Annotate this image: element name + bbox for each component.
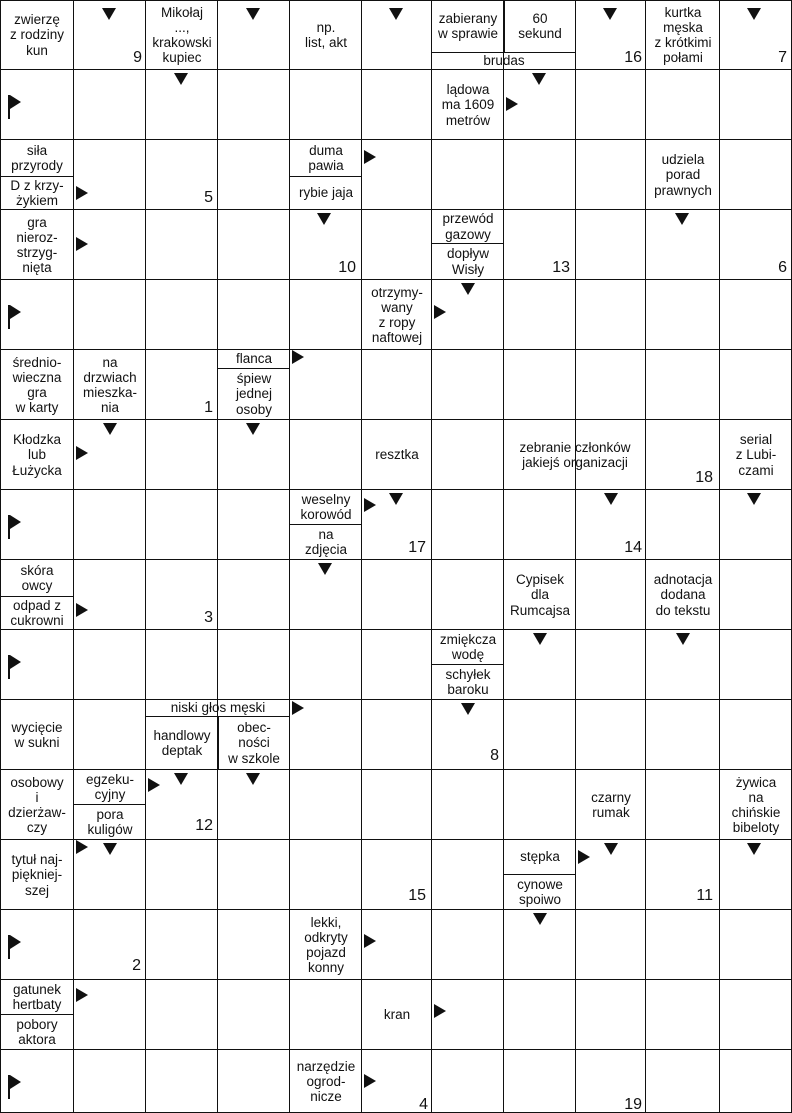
clue-c5: 60 sekund	[518, 10, 562, 41]
grid-cell[interactable]	[218, 140, 290, 210]
arrow-right-icon	[76, 237, 88, 251]
arrow-right-icon	[434, 305, 446, 319]
clue-divider	[0, 176, 74, 177]
arrow-right-icon	[76, 840, 88, 854]
grid-cell[interactable]	[290, 770, 362, 840]
arrow-down-icon	[103, 843, 117, 855]
clue-c3: np. list, akt	[304, 19, 347, 50]
grid-cell[interactable]	[576, 980, 646, 1050]
grid-cell[interactable]	[720, 630, 792, 700]
grid-cell[interactable]	[720, 700, 792, 770]
grid-cell[interactable]	[362, 700, 432, 770]
arrow-right-icon	[292, 350, 304, 364]
clue-c7: kurtka męska z krótkimi połami	[654, 4, 712, 66]
grid-cell[interactable]	[74, 630, 146, 700]
clue-divider	[432, 52, 576, 53]
grid-cell[interactable]	[362, 210, 432, 280]
grid-cell[interactable]	[646, 490, 720, 560]
clue-c13: udziela porad prawnych	[654, 152, 712, 198]
grid-cell[interactable]	[218, 490, 290, 560]
cell-number: 7	[778, 49, 787, 66]
clue-c6: brudas	[483, 53, 525, 69]
grid-cell[interactable]	[218, 560, 290, 630]
arrow-down-icon	[747, 843, 761, 855]
grid-cell[interactable]	[432, 350, 504, 420]
clue-c20: flanca	[235, 351, 273, 367]
grid-cell[interactable]	[74, 70, 146, 140]
arrow-right-icon	[364, 498, 376, 512]
clue-c44: stępka	[520, 849, 560, 865]
grid-cell[interactable]	[432, 910, 504, 980]
arrow-down-icon	[461, 703, 475, 715]
clue-c8: lądowa ma 1609 metrów	[441, 82, 495, 128]
grid-cell[interactable]	[504, 350, 576, 420]
grid-cell[interactable]	[218, 210, 290, 280]
cell-number: 5	[204, 189, 213, 206]
arrow-down-icon	[676, 633, 690, 645]
clue-c37: obec- ności w szkole	[228, 720, 280, 766]
grid-cell[interactable]	[504, 140, 576, 210]
clue-divider	[0, 1014, 74, 1015]
grid-cell[interactable]	[720, 560, 792, 630]
clue-divider	[0, 596, 74, 597]
clue-c16: dopływ Wisły	[446, 246, 490, 277]
clue-divider	[504, 0, 505, 52]
grid-cell[interactable]	[646, 70, 720, 140]
grid-cell[interactable]	[74, 560, 146, 630]
clue-c28: skóra owcy	[20, 562, 54, 593]
grid-cell[interactable]	[218, 280, 290, 350]
arrow-down-icon	[533, 633, 547, 645]
arrow-right-icon	[76, 603, 88, 617]
grid-cell[interactable]	[504, 980, 576, 1050]
grid-cell[interactable]	[74, 1050, 146, 1113]
clue-c38: osobowy i dzierżaw- czy	[8, 774, 66, 836]
cell-number: 3	[204, 609, 213, 626]
grid-cell[interactable]	[720, 910, 792, 980]
grid-cell[interactable]	[432, 770, 504, 840]
grid-cell[interactable]	[74, 490, 146, 560]
grid-cell[interactable]	[720, 280, 792, 350]
grid-cell[interactable]	[146, 980, 218, 1050]
clue-c32: zmiękcza wodę	[439, 631, 497, 662]
arrow-right-icon	[506, 97, 518, 111]
grid-cell[interactable]	[146, 840, 218, 910]
clue-c23: resztka	[375, 447, 419, 463]
grid-cell[interactable]	[576, 700, 646, 770]
clue-c39: egzeku- cyjny	[85, 771, 135, 802]
clue-c24: zebranie członków jakiejś organizacji	[519, 439, 631, 470]
cell-number: 10	[338, 259, 356, 276]
cell-number: 14	[624, 539, 642, 556]
grid-cell[interactable]	[432, 140, 504, 210]
grid-cell[interactable]	[576, 560, 646, 630]
grid-cell[interactable]	[74, 280, 146, 350]
grid-cell[interactable]	[432, 1050, 504, 1113]
grid-cell[interactable]	[74, 700, 146, 770]
grid-cell[interactable]	[146, 630, 218, 700]
arrow-down-icon	[675, 213, 689, 225]
clue-divider	[432, 243, 504, 244]
clue-c21: śpiew jednej osoby	[235, 371, 273, 417]
cell-number: 17	[408, 539, 426, 556]
grid-cell[interactable]	[432, 420, 504, 490]
grid-cell[interactable]	[504, 490, 576, 560]
grid-cell[interactable]	[146, 910, 218, 980]
arrow-right-icon	[76, 186, 88, 200]
grid-cell[interactable]	[218, 840, 290, 910]
grid-cell[interactable]	[362, 560, 432, 630]
clue-divider	[218, 716, 219, 770]
arrow-down-icon	[317, 213, 331, 225]
grid-cell[interactable]	[720, 350, 792, 420]
cell-number: 9	[133, 49, 142, 66]
grid-cell[interactable]	[218, 980, 290, 1050]
grid-cell[interactable]	[576, 70, 646, 140]
clue-c26: weselny korowód	[300, 491, 352, 522]
clue-c31: adnotacja dodana do tekstu	[653, 572, 713, 618]
grid-cell[interactable]	[362, 770, 432, 840]
grid-cell[interactable]	[146, 420, 218, 490]
grid-cell[interactable]	[290, 980, 362, 1050]
arrow-down-icon	[461, 283, 475, 295]
clue-c50: narzędzie ogrod- nicze	[296, 1058, 356, 1105]
cell-number: 19	[624, 1096, 642, 1113]
grid-cell[interactable]	[504, 1050, 576, 1113]
arrow-down-icon	[603, 8, 617, 20]
grid-cell[interactable]	[504, 770, 576, 840]
grid-cell[interactable]	[432, 560, 504, 630]
clue-c18: średnio- wieczna gra w karty	[12, 354, 62, 416]
clue-c41: czarny rumak	[591, 789, 631, 820]
clue-c1: zwierzę z rodziny kun	[9, 12, 65, 58]
clue-divider	[74, 804, 146, 805]
grid-cell[interactable]	[362, 70, 432, 140]
clue-c36: handlowy deptak	[153, 727, 211, 758]
arrow-right-icon	[292, 701, 304, 715]
clue-c11: duma pawia	[308, 142, 344, 173]
grid-cell[interactable]	[432, 840, 504, 910]
arrow-down-icon	[532, 73, 546, 85]
clue-c19: na drzwiach mieszka- nia	[82, 354, 137, 416]
grid-cell[interactable]	[576, 140, 646, 210]
arrow-down-icon	[174, 773, 188, 785]
grid-cell[interactable]	[362, 350, 432, 420]
cell-number: 4	[419, 1096, 428, 1113]
arrow-right-icon	[76, 446, 88, 460]
grid-cell[interactable]	[576, 630, 646, 700]
grid-cell[interactable]	[646, 280, 720, 350]
grid-cell[interactable]	[576, 210, 646, 280]
cell-number: 12	[195, 817, 213, 834]
arrow-down-icon	[174, 73, 188, 85]
arrow-down-icon	[102, 8, 116, 20]
clue-divider	[218, 368, 290, 369]
grid-cell[interactable]	[146, 280, 218, 350]
grid-cell[interactable]	[646, 700, 720, 770]
arrow-down-icon	[604, 843, 618, 855]
clue-c40: pora kuligów	[87, 806, 133, 837]
grid-cell[interactable]	[290, 840, 362, 910]
arrow-down-icon	[246, 423, 260, 435]
arrow-down-icon	[389, 493, 403, 505]
clue-c45: cynowe spoiwo	[517, 876, 563, 907]
cell-number: 16	[624, 49, 642, 66]
grid-cell[interactable]	[504, 280, 576, 350]
grid-cell[interactable]	[646, 350, 720, 420]
arrow-down-icon	[103, 423, 117, 435]
clue-c46: lekki, odkryty pojazd konny	[304, 914, 348, 976]
arrow-right-icon	[76, 988, 88, 1002]
grid-cell[interactable]	[218, 70, 290, 140]
clue-c42: żywica na chińskie bibeloty	[731, 774, 781, 836]
grid-cell[interactable]	[720, 140, 792, 210]
arrow-right-icon	[364, 1074, 376, 1088]
clue-c48: pobory aktora	[16, 1016, 58, 1047]
clue-c35: wycięcie w sukni	[11, 719, 63, 750]
grid-cell[interactable]	[576, 910, 646, 980]
arrow-right-icon	[578, 850, 590, 864]
grid-cell[interactable]	[646, 770, 720, 840]
clue-c30: Cypisek dla Rumcajsa	[509, 572, 571, 618]
clue-c34: niski głos męski	[170, 700, 266, 716]
grid-cell[interactable]	[576, 350, 646, 420]
cell-number: 1	[204, 399, 213, 416]
clue-c9: siła przyrody	[11, 142, 63, 173]
arrow-right-icon	[364, 150, 376, 164]
grid-cell[interactable]	[576, 280, 646, 350]
arrow-down-icon	[318, 563, 332, 575]
clue-c14: gra nieroz- strzyg- nięta	[16, 214, 58, 276]
grid-cell[interactable]	[646, 1050, 720, 1113]
arrow-right-icon	[434, 1004, 446, 1018]
arrow-down-icon	[246, 773, 260, 785]
cell-number: 15	[408, 887, 426, 904]
clue-c43: tytuł naj- piękniej- szej	[11, 852, 63, 898]
grid-cell[interactable]	[646, 910, 720, 980]
cell-number: 18	[695, 469, 713, 486]
clue-c22: Kłodzka lub Łużycka	[12, 432, 62, 478]
grid-cell[interactable]	[504, 700, 576, 770]
clue-c33: schyłek baroku	[445, 666, 491, 697]
grid-cell[interactable]	[146, 210, 218, 280]
grid-cell[interactable]	[290, 280, 362, 350]
clue-c27: na zdjęcia	[304, 526, 348, 557]
cell-number: 2	[132, 957, 141, 974]
cell-number: 8	[490, 747, 499, 764]
grid-cell[interactable]	[218, 1050, 290, 1113]
arrow-down-icon	[604, 493, 618, 505]
grid-cell[interactable]	[218, 910, 290, 980]
grid-cell[interactable]	[290, 630, 362, 700]
grid-cell[interactable]	[720, 1050, 792, 1113]
cell-number: 13	[552, 259, 570, 276]
arrow-down-icon	[747, 493, 761, 505]
grid-cell[interactable]	[362, 630, 432, 700]
grid-cell[interactable]	[146, 1050, 218, 1113]
grid-cell[interactable]	[146, 490, 218, 560]
clue-c17: otrzymy- wany z ropy naftowej	[371, 284, 423, 346]
cell-number: 11	[696, 887, 713, 904]
clue-c4: zabierany w sprawie	[437, 10, 499, 41]
arrow-down-icon	[747, 8, 761, 20]
grid-cell[interactable]	[720, 980, 792, 1050]
arrow-right-icon	[148, 778, 160, 792]
clue-divider	[290, 524, 362, 525]
grid-cell[interactable]	[290, 420, 362, 490]
clue-c15: przewód gazowy	[442, 211, 494, 242]
arrow-down-icon	[533, 913, 547, 925]
clue-c2: Mikołaj ..., krakowski kupiec	[152, 4, 212, 66]
cell-number: 6	[778, 259, 787, 276]
grid-cell[interactable]	[720, 70, 792, 140]
clue-divider	[290, 176, 362, 177]
grid-cell[interactable]	[218, 630, 290, 700]
grid-cell[interactable]	[432, 490, 504, 560]
clue-c49: kran	[383, 1007, 411, 1023]
arrow-down-icon	[389, 8, 403, 20]
clue-c25: serial z Lubi- czami	[735, 432, 777, 478]
clue-c12: rybie jaja	[298, 185, 354, 201]
arrow-down-icon	[246, 8, 260, 20]
clue-c10: D z krzy- żykiem	[10, 177, 64, 208]
clue-divider	[504, 874, 576, 875]
clue-c47: gatunek hertbaty	[12, 981, 62, 1012]
arrow-right-icon	[364, 934, 376, 948]
grid-cell[interactable]	[646, 980, 720, 1050]
clue-divider	[432, 664, 504, 665]
grid-cell[interactable]	[290, 70, 362, 140]
clue-c29: odpad z cukrowni	[10, 597, 64, 628]
